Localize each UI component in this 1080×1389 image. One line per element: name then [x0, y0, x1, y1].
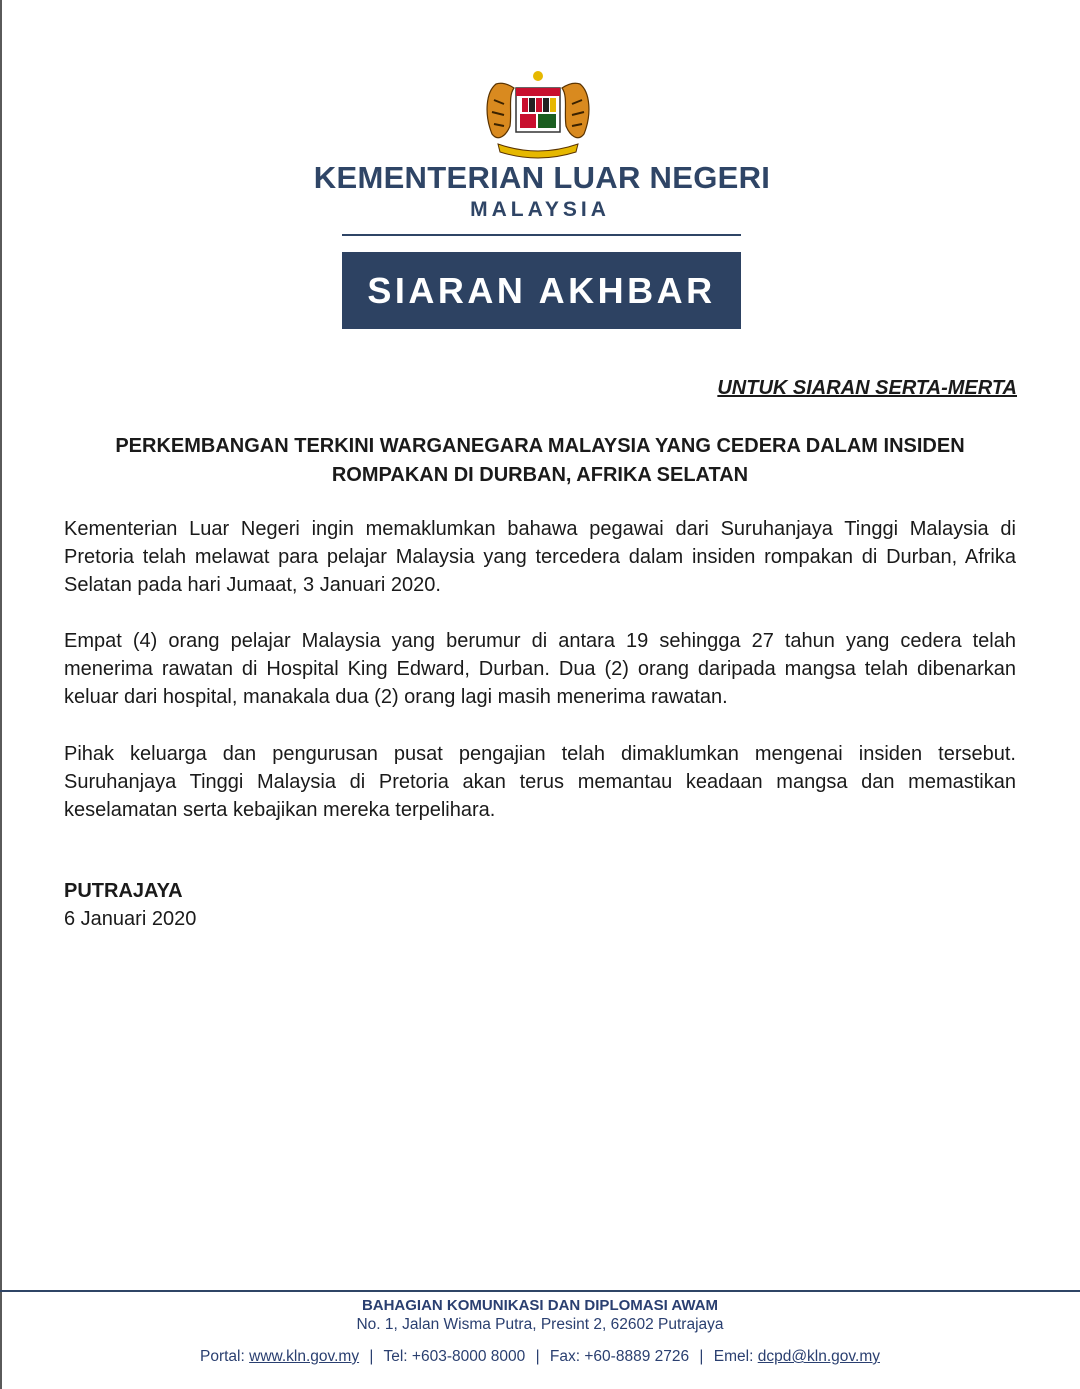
document-title: [64, 432, 1016, 490]
coat-of-arms-logo: [476, 64, 600, 160]
fax-number: +60-8889 2726: [584, 1348, 690, 1365]
body-paragraph-2: Empat (4) orang pelajar Malaysia yang berumur di antara 19 sehingga 27 tahun yang cedera telah menerima rawatan di Hospital King Edward, Durban. Dua (2) orang daripada mangsa telah dibenarkan keluar dari hospital, manakala dua (2) orang lagi masih menerima rawatan.: [64, 630, 1016, 708]
footer-division: BAHAGIAN KOMUNIKASI DAN DIPLOMASI AWAM: [361, 1297, 719, 1314]
fax-label: Fax:: [549, 1348, 581, 1365]
email-label: Emel:: [713, 1348, 754, 1365]
release-note: UNTUK SIARAN SERTA-MERTA: [717, 377, 1017, 399]
body-paragraph-1: Kementerian Luar Negeri ingin memaklumkan bahawa pegawai dari Suruhanjaya Tinggi Malaysia di Pretoria telah melawat para pelajar Malaysia yang tercedera dalam insiden rompakan di Durban, Afrika Selatan pada hari Jumaat, 3 Januari 2020.: [64, 518, 1016, 596]
tel-number: +603-8000 8000: [411, 1348, 526, 1365]
signoff-place: PUTRAJAYA: [64, 880, 183, 902]
email-link[interactable]: dcpd@kln.gov.my: [757, 1348, 880, 1365]
footer-address: No. 1, Jalan Wisma Putra, Presint 2, 62602 Putrajaya: [356, 1316, 724, 1333]
portal-link[interactable]: www.kln.gov.my: [249, 1348, 360, 1365]
footer-divider: [0, 1290, 1080, 1292]
ministry-name: KEMENTERIAN LUAR NEGERI: [313, 160, 771, 195]
tel-label: Tel:: [383, 1348, 408, 1365]
separator: |: [699, 1348, 704, 1365]
signoff-date: 6 Januari 2020: [64, 908, 197, 930]
ministry-country: MALAYSIA: [470, 198, 610, 221]
header-divider: [342, 234, 741, 236]
title-line-1: PERKEMBANGAN TERKINI WARGANEGARA MALAYSIA YANG CEDERA DALAM INSIDEN: [115, 435, 965, 457]
body-paragraph-3: Pihak keluarga dan pengurusan pusat pengajian telah dimaklumkan mengenai insiden tersebut. Suruhanjaya Tinggi Malaysia di Pretoria akan terus memantau keadaan mangsa dan memastikan keselamatan serta kebajikan mereka terpelihara.: [64, 743, 1016, 821]
portal-label: Portal:: [200, 1348, 245, 1365]
footer-contact: [0, 1348, 1080, 1366]
title-line-2: ROMPAKAN DI DURBAN, AFRIKA SELATAN: [331, 464, 749, 486]
press-release-banner: [342, 252, 741, 329]
separator: |: [535, 1348, 540, 1365]
separator: |: [369, 1348, 374, 1365]
banner-label: SIARAN AKHBAR: [367, 269, 716, 311]
